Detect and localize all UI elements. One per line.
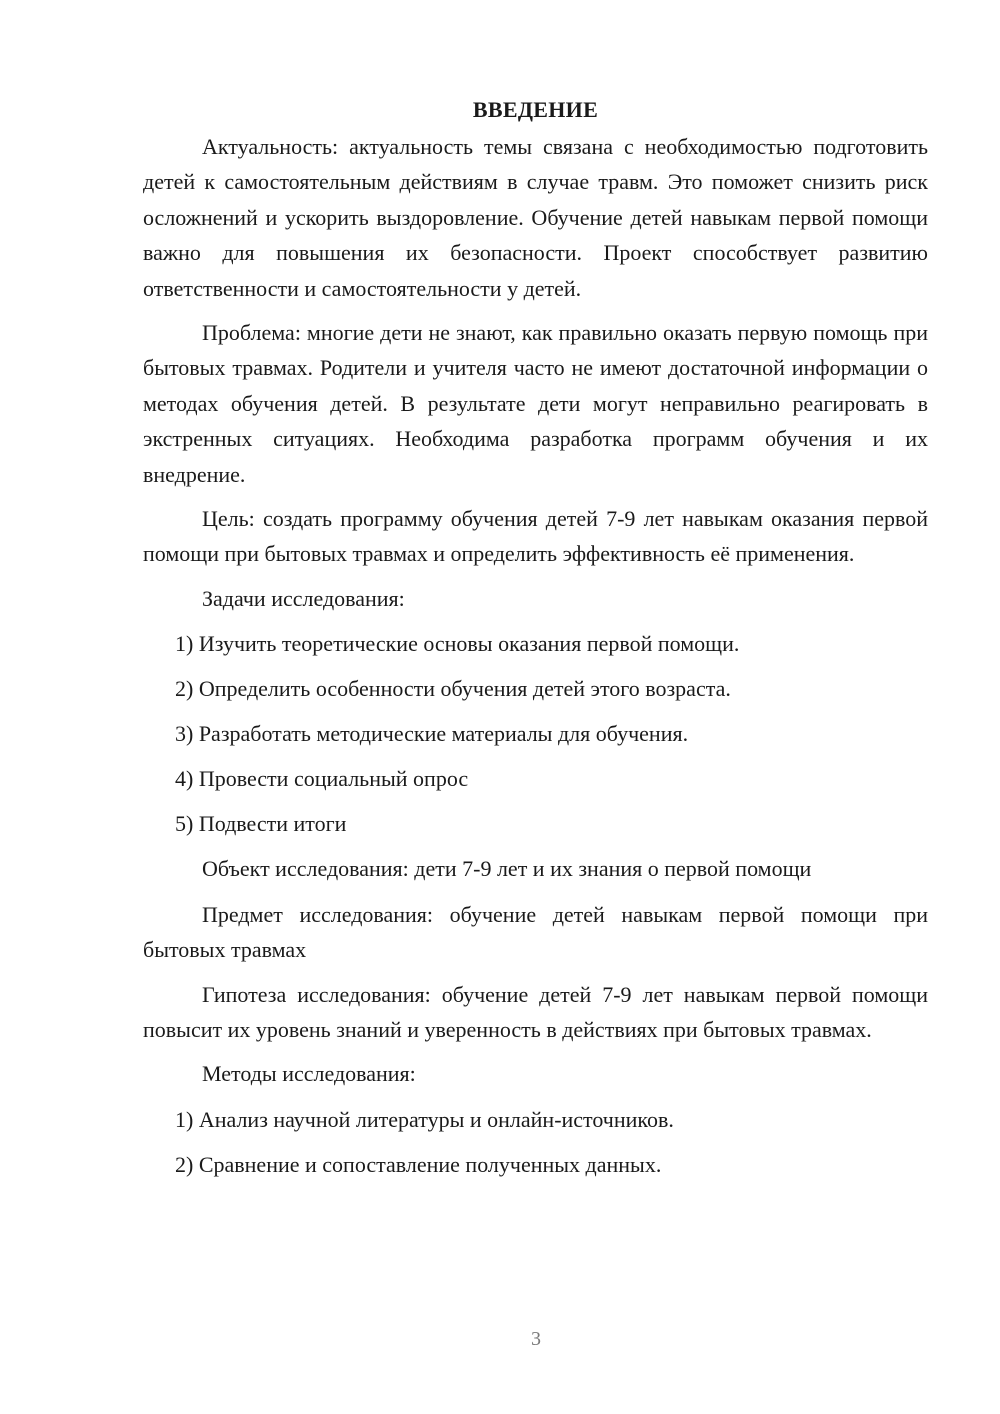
paragraph-subject: Предмет исследования: обучение детей навыкам первой помощи при бытовых травмах xyxy=(143,901,928,963)
list-item: 1) Анализ научной литературы и онлайн-источников. xyxy=(175,1106,674,1132)
list-item: 4) Провести социальный опрос xyxy=(175,766,469,792)
methods-heading: Методы исследования: xyxy=(202,1061,416,1087)
paragraph-relevance: Актуальность: актуальность темы связана с необходимостью подготовить детей к самостоятельным действиям в случае травм. Это поможет снизить риск осложнений и ускорить выздоровление. Обучение детей навыкам первой помощи важно для повышения их безопасности. Проект способствует развитию ответственности и самостоятельности у детей. xyxy=(143,134,928,301)
page-title: ВВЕДЕНИЕ xyxy=(472,97,599,122)
paragraph-problem: Проблема: многие дети не знают, как правильно оказать первую помощь при бытовых травмах. Родители и учителя часто не имеют достаточной информации о методах обучения детей. В результате дети могут неправильно реагировать в экстренных ситуациях. Необходима разработка программ обучения и их внедрение. xyxy=(143,320,928,487)
list-item: 2) Сравнение и сопоставление полученных данных. xyxy=(175,1151,662,1177)
list-item: 2) Определить особенности обучения детей этого возраста. xyxy=(175,676,731,702)
document-page xyxy=(143,92,928,1192)
paragraph-hypothesis: Гипотеза исследования: обучение детей 7-9 лет навыкам первой помощи повысит их уровень знаний и уверенность в действиях при бытовых травмах. xyxy=(143,981,928,1042)
methods-list xyxy=(143,1102,928,1182)
tasks-heading: Задачи исследования: xyxy=(202,585,405,611)
list-item: 5) Подвести итоги xyxy=(175,811,347,837)
tasks-list xyxy=(143,626,928,841)
list-item: 1) Изучить теоретические основы оказания первой помощи. xyxy=(175,631,740,657)
list-item: 3) Разработать методические материалы для обучения. xyxy=(175,721,689,747)
paragraph-goal: Цель: создать программу обучения детей 7-9 лет навыкам оказания первой помощи при бытовых травмах и определить эффективность её применения. xyxy=(143,506,928,567)
page-number: 3 xyxy=(531,1328,541,1350)
paragraph-object: Объект исследования: дети 7-9 лет и их знания о первой помощи xyxy=(202,856,812,882)
